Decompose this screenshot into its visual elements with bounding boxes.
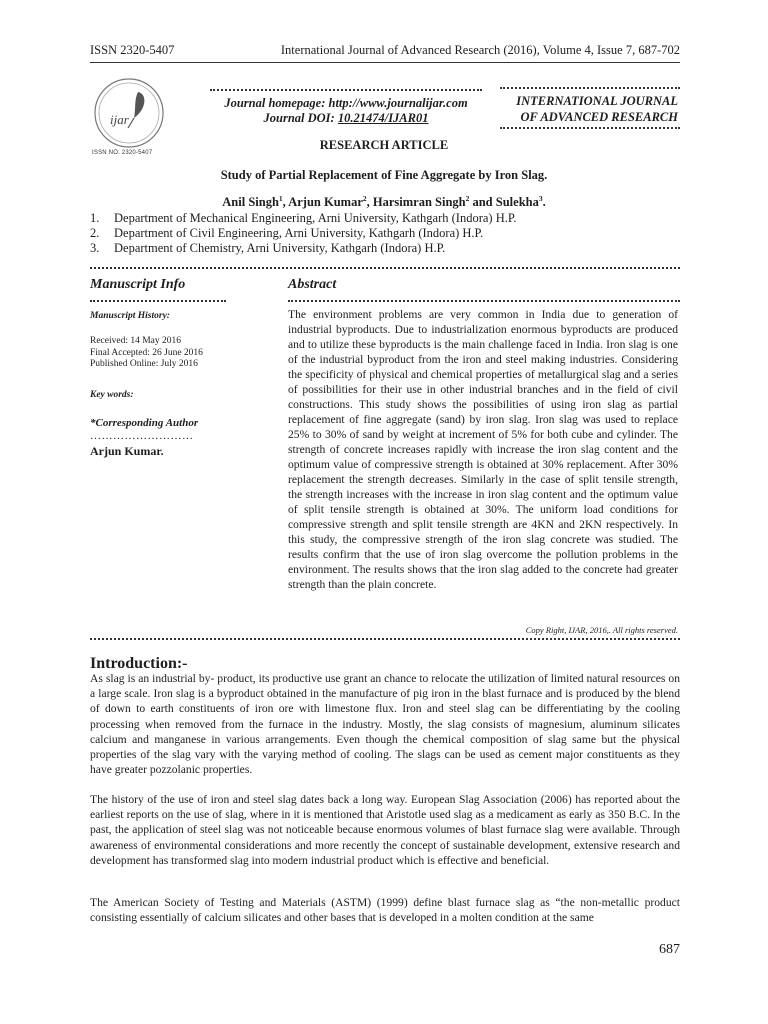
affiliation-text: Department of Chemistry, Arni University, Kathgarh (Indora) H.P. [114, 241, 446, 255]
received-date: Received: 14 May 2016 [90, 336, 182, 346]
affiliation-number: 1. [90, 211, 100, 225]
author-separator: , [366, 195, 373, 210]
journal-homepage-block [210, 96, 482, 126]
abstract-divider [288, 300, 680, 302]
keywords-label: Key words: [90, 390, 134, 400]
introduction-paragraph: The history of the use of iron and steel slag dates back a long way. European Slag Association (2006) has reported about the earliest reports on the use of slag, where in it is mentioned that Aristotle used slag as a medicament as early as 350 B.C. In the past, the application of steel slag was not noticeable because enormous volumes of blast furnace slag were available. Through awareness of environmental considerations and more recently the concept of sustainable development, extensive research and development has transformed slag into modern industrial product which is effective and beneficial. [90, 793, 680, 867]
affiliation-item [90, 226, 517, 241]
quill-icon [134, 92, 144, 118]
author-name: Arjun Kumar [288, 195, 363, 210]
author-affil-sup: 2 [465, 194, 470, 203]
section-divider-bottom [90, 638, 680, 640]
author-affil-sup: 3 [538, 194, 543, 203]
author-list [0, 194, 768, 210]
header-divider [90, 62, 680, 63]
published-date: Published Online: July 2016 [90, 359, 198, 369]
manuscript-dates [90, 336, 203, 371]
affiliation-list [90, 211, 517, 256]
introduction-paragraph: As slag is an industrial by- product, its productive use grant an chance to relocate the utilization of limited natural resources on a large scale. Iron slag is a byproduct obtained in the manufacture of pig iron in the blast furnace and is produced by the blend of down to earth constituents of iron ore with limestone flux. Iron and steel slag can be differentiating by the cooling processing when removed from the furnace in the industry. Mostly, the slag consists of magnesium, aluminum silicates calcium and manganese in various arrangements. Even though the chemical composition of slag same but the physical properties of the slag vary with the varying method of cooling. The slags can be used as cement major constituents as they have greater pozzolanic properties. [90, 672, 680, 777]
corresponding-author-name: Arjun Kumar. [90, 444, 164, 458]
affiliation-text: Department of Civil Engineering, Arni University, Kathgarh (Indora) H.P. [114, 226, 484, 240]
header-journal-citation: International Journal of Advanced Research (2016), Volume 4, Issue 7, 687-702 [280, 43, 680, 57]
affiliation-item [90, 211, 517, 226]
abstract-text: The environment problems are very common in India due to generation of industrial byproducts. Due to industrialization enormous byproducts are produced and to utilize these byproducts is the main challenge faced in India. Iron slag is one of the industrial byproduct from the iron and steel making industries. Considering the specificity of physical and chemical properties of metallurgical slag and a series of possibilities for their use in other industrial branches and in the field of civil constructions. This study shows the possibilities of using iron slag as partial replacement of fine aggregate (sand) by iron slag. Iron slag was used to replace 25% to 30% of sand by weight at increment of 5% for both cube and cylinder. The strength of concrete increases rapidly with increase the iron slag content and the optimum value of compressive strength is obtained at 30% replacement. After 30% replacement the strength decreases. Similarly in the case of split tensile strength, the strength increases with the increase in iron slag content and the optimum value of split tensile strength is obtained at 30%. The uniform load conditions for compressive strength and split tensile strength are 4KN and 2KN respectively. In this study, the compressive strength of the iron slag concrete was studied. The results confirm that the use of iron slag overcome the pollution problems in the environment. The results shows that the iron slag added to the concrete had greater strength than the plain concrete. [288, 308, 678, 591]
affiliation-text: Department of Mechanical Engineering, Arni University, Kathgarh (Indora) H.P. [114, 211, 517, 225]
masthead-divider-right [500, 87, 680, 89]
journal-name [484, 93, 678, 125]
author-affil-sup: 2 [362, 194, 367, 203]
affiliation-number: 3. [90, 241, 100, 255]
doi-label: Journal DOI: [263, 111, 338, 125]
header-issn: ISSN 2320-5407 [90, 43, 175, 57]
corresponding-author-dots: ……………………… [90, 430, 194, 442]
copyright-notice: Copy Right, IJAR, 2016,. All rights reserved. [525, 625, 678, 635]
corresponding-author-label: *Corresponding Author [90, 417, 199, 429]
masthead-divider-right-bottom [500, 127, 680, 129]
author-affil-sup: 1 [278, 194, 283, 203]
manuscript-info-divider [90, 300, 226, 302]
masthead-divider-left [210, 89, 482, 91]
journal-homepage: Journal homepage: http://www.journalijar.com [224, 96, 468, 110]
journal-doi [210, 111, 482, 126]
abstract-heading: Abstract [288, 277, 337, 292]
author-separator: , [282, 195, 289, 210]
article-title: Study of Partial Replacement of Fine Aggregate by Iron Slag. [220, 168, 548, 182]
author-name: Sulekha [495, 195, 539, 210]
introduction-heading: Introduction:- [90, 655, 188, 672]
logo-issn-number: ISSN NO. 2320-5407 [92, 150, 153, 156]
journal-name-line1: INTERNATIONAL JOURNAL [516, 94, 678, 108]
article-type: RESEARCH ARTICLE [319, 138, 449, 152]
doi-value[interactable]: 10.21474/IJAR01 [337, 111, 429, 125]
author-name: Harsimran Singh [372, 195, 466, 210]
logo-text: ijar [110, 112, 129, 127]
journal-name-line2: OF ADVANCED RESEARCH [520, 110, 678, 124]
manuscript-history-label: Manuscript History: [90, 311, 170, 321]
section-divider-top [90, 267, 680, 269]
page-number: 687 [659, 942, 680, 957]
author-separator: . [542, 195, 546, 210]
accepted-date: Final Accepted: 26 June 2016 [90, 347, 203, 358]
introduction-paragraph: The American Society of Testing and Materials (ASTM) (1999) define blast furnace slag as “the non-metallic product consisting essentially of calcium silicates and other bases that is developed in a molten condition at the same [90, 896, 680, 925]
author-name: Anil Singh [222, 195, 279, 210]
author-separator: and [469, 195, 496, 210]
affiliation-item [90, 241, 517, 256]
manuscript-info-heading: Manuscript Info [90, 277, 186, 292]
affiliation-number: 2. [90, 226, 100, 240]
